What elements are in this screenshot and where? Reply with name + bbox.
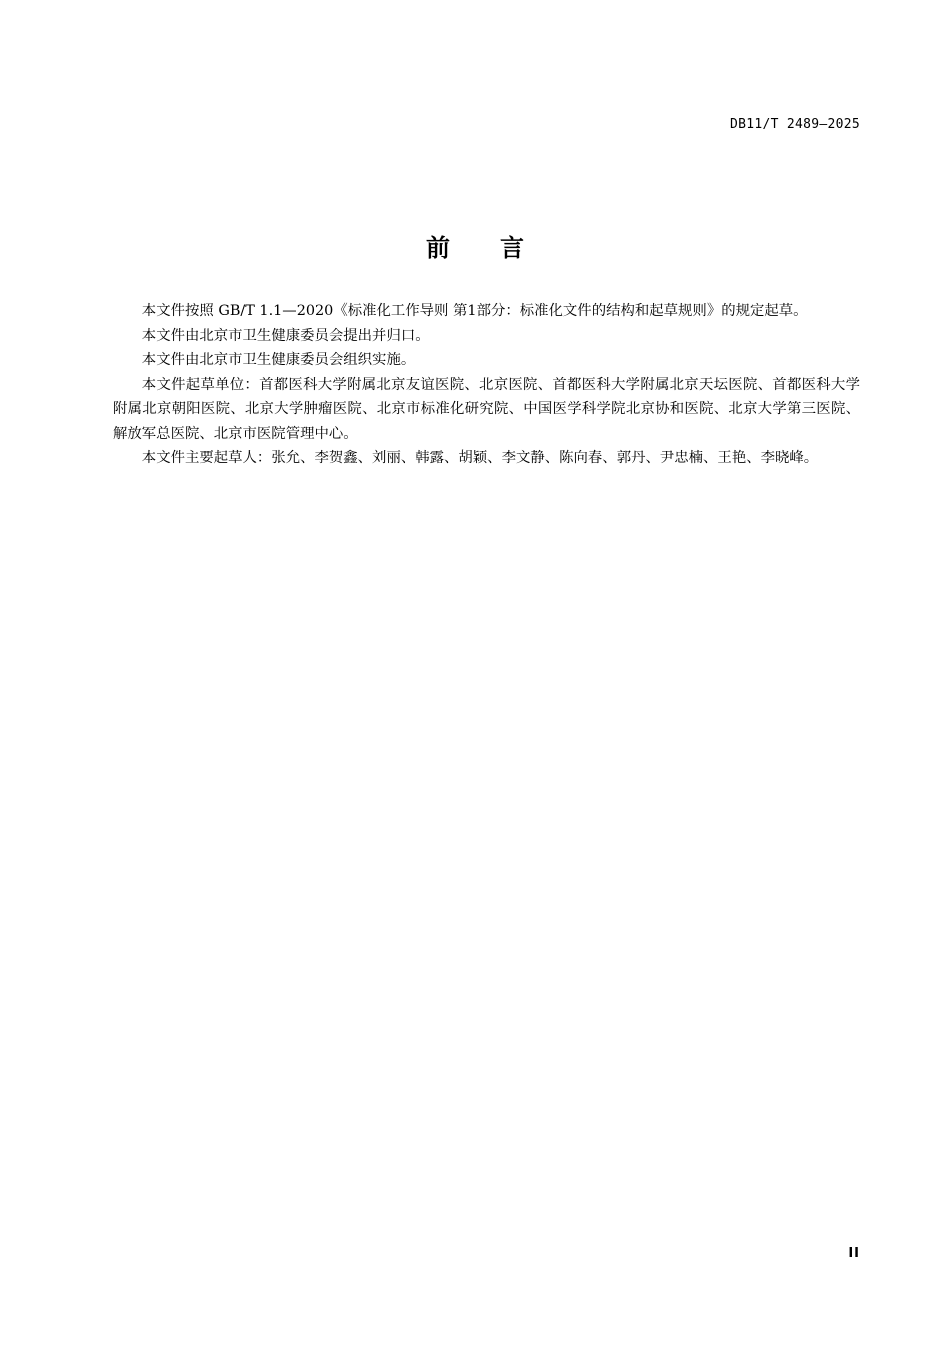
paragraph-drafters: 本文件主要起草人：张允、李贺鑫、刘丽、韩露、胡颖、李文静、陈向春、郭丹、尹忠楠、王艳、李晓峰。 <box>141 450 819 466</box>
document-code: DB11/T 2489—2025 <box>729 117 860 132</box>
paragraph-drafting-units: 本文件起草单位：首都医科大学附属北京友谊医院、北京医院、首都医科大学附属北京天坛医院、首都医科大学附属北京朝阳医院、北京大学肿瘤医院、北京市标准化研究院、中国医学科学院北京协和医院、北京大学第三医院、解放军总医院、北京市医院管理中心。 <box>113 376 860 442</box>
page-title: 前言 <box>426 234 574 263</box>
paragraph-implementer: 本文件由北京市卫生健康委员会组织实施。 <box>141 352 416 368</box>
foreword-body <box>113 299 860 471</box>
paragraph-proposer: 本文件由北京市卫生健康委员会提出并归口。 <box>141 327 430 344</box>
paragraph-drafting-rules: 本文件按照 GB/T 1.1—2020《标准化工作导则 第1部分：标准化文件的结构和起草规则》的规定起草。 <box>141 303 808 319</box>
page-number: II <box>848 1246 860 1261</box>
